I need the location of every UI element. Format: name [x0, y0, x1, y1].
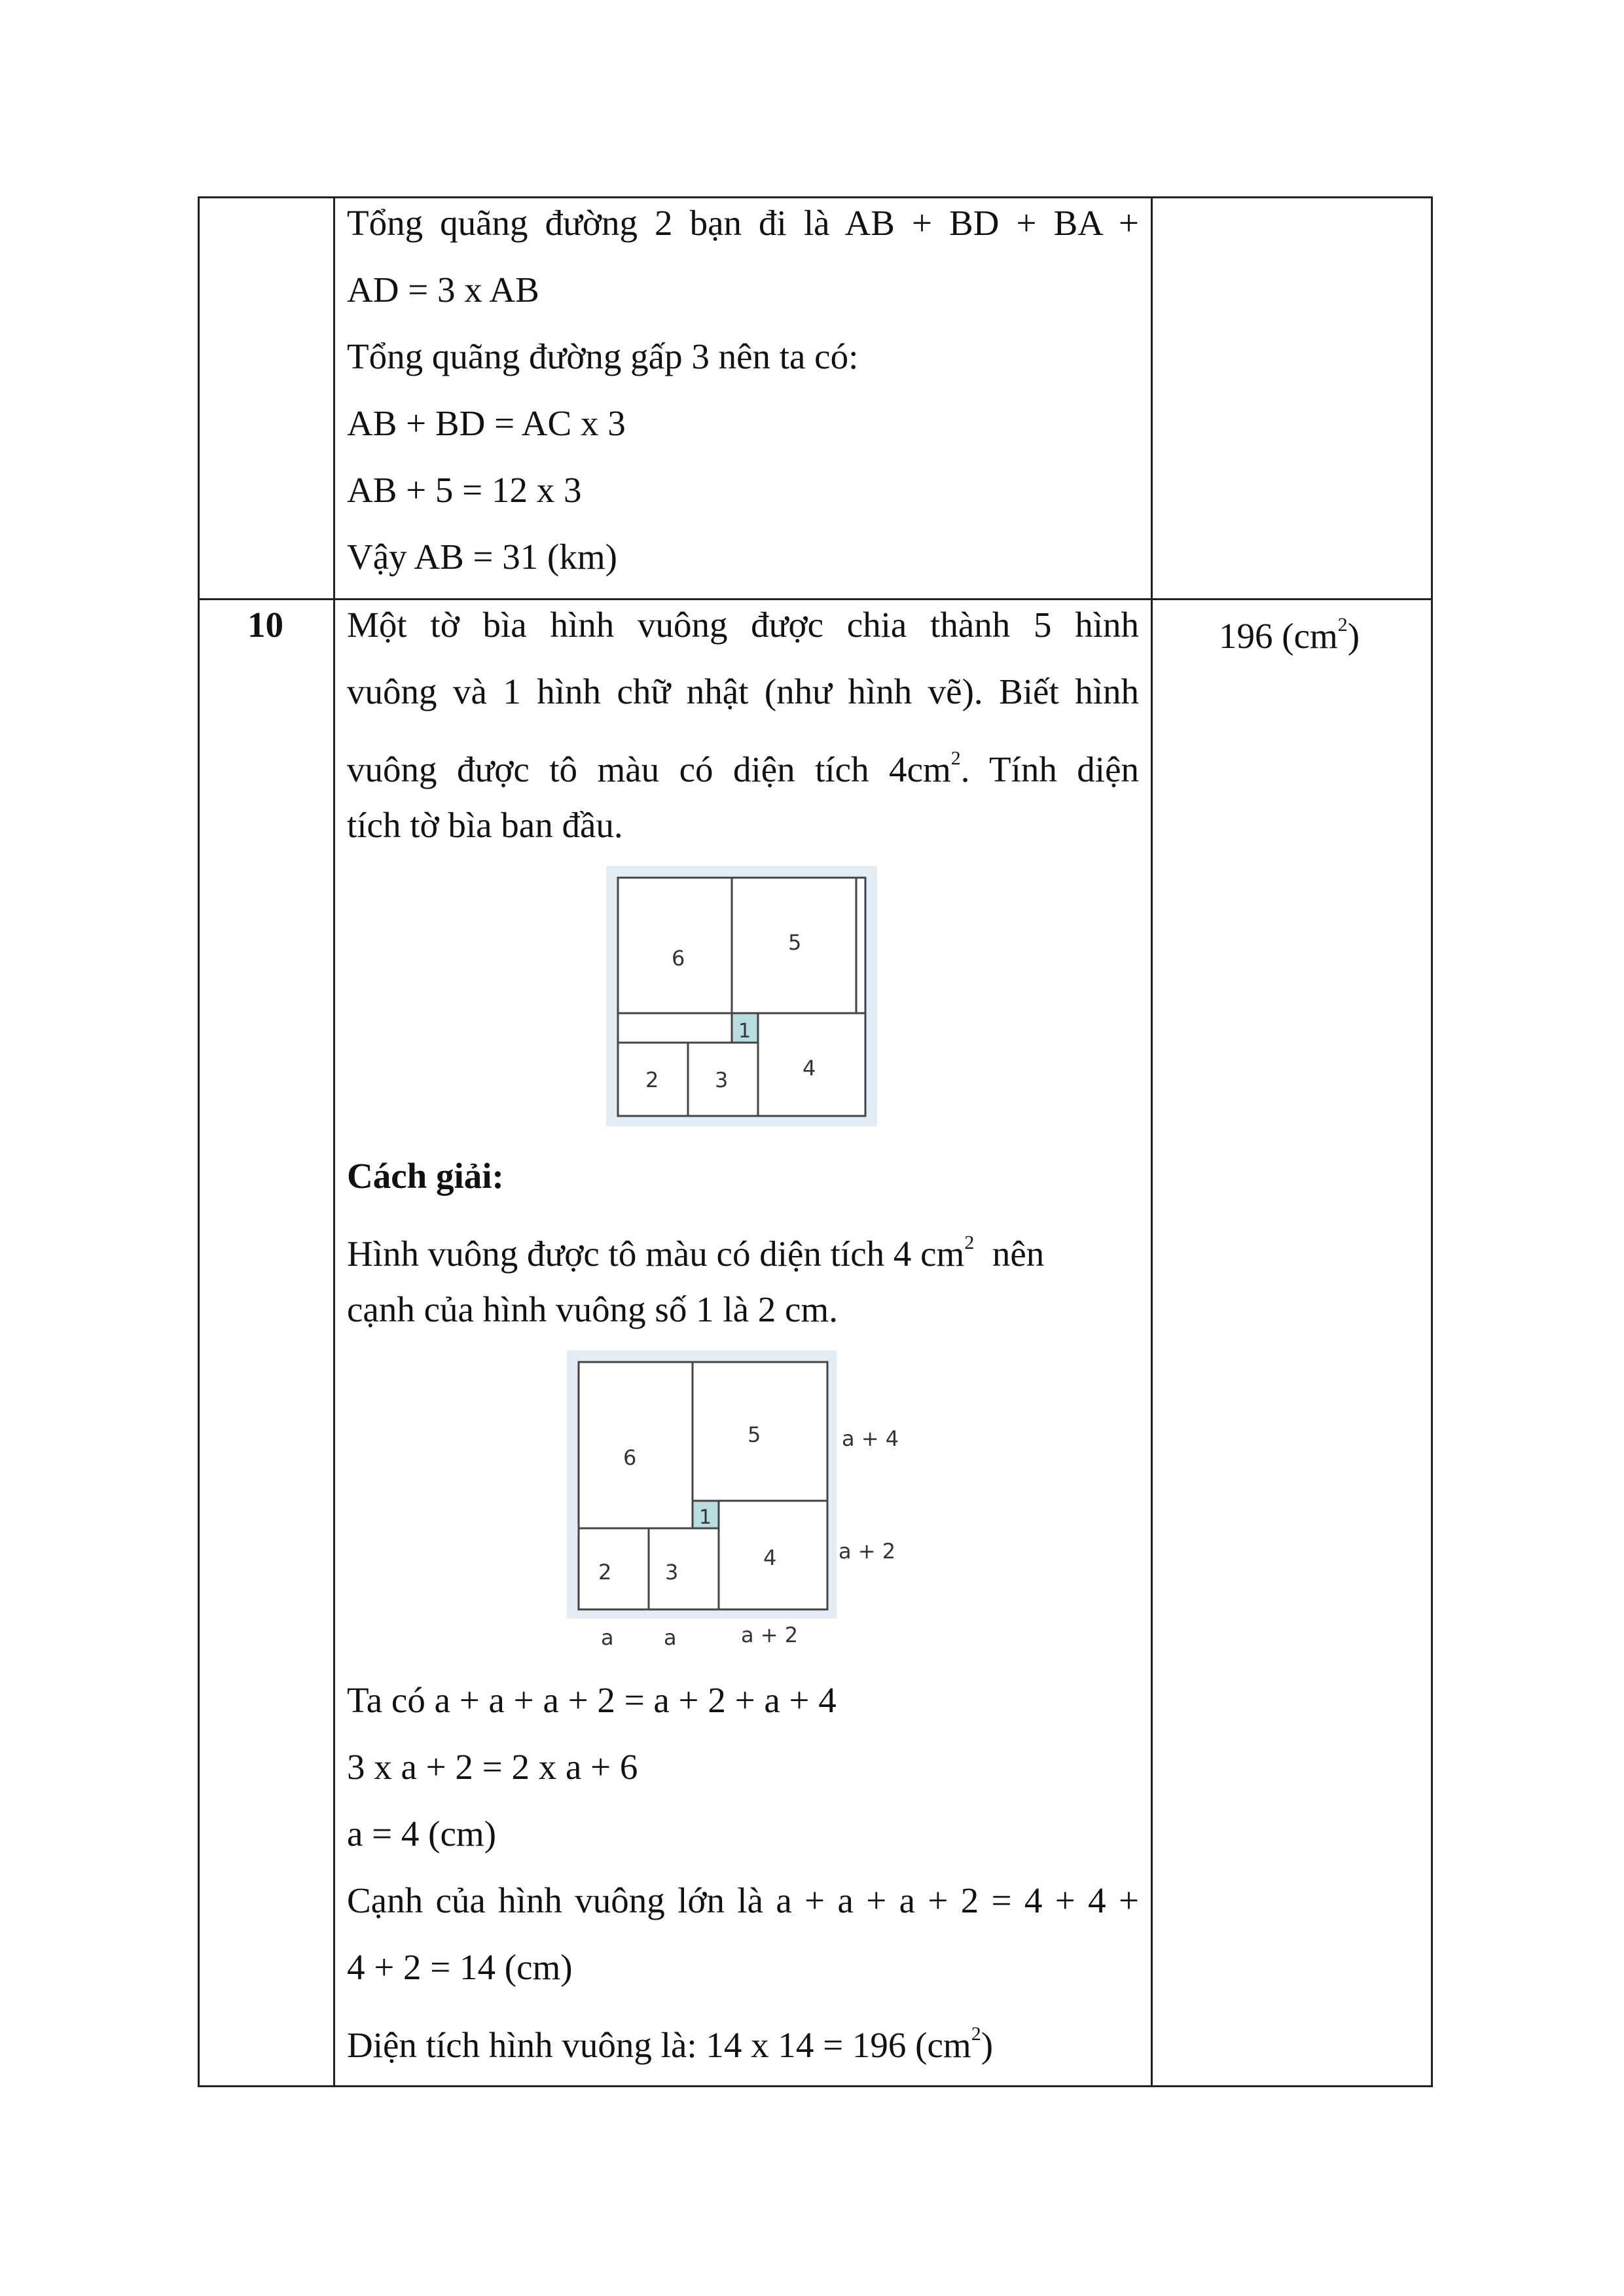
problem-line-3: vuông được tô màu có diện tích $4cm^2$. Tính diện — [347, 747, 1140, 789]
prev-row-answer-cell — [1151, 196, 1433, 600]
prev-line-3: Tổng quãng đường gấp 3 nên ta có: — [347, 336, 859, 376]
prev-line-1: Tổng quãng đường 2 bạn đi là AB + BD + BA + — [347, 203, 1139, 243]
fig2-bottom-a-plus-2: a + 2 — [741, 1623, 799, 1647]
prev-line-4: AB + BD = AC x 3 — [347, 403, 626, 443]
row10-number-cell — [198, 598, 335, 2087]
fig2-label-3: 3 — [665, 1560, 679, 1585]
step-1: Ta có a + a + a + 2 = a + 2 + a + 4 — [347, 1680, 837, 1720]
square-division-figure — [606, 866, 877, 1126]
problem-line-2: vuông và 1 hình chữ nhật (như hình vẽ). Biết hình — [347, 672, 1139, 711]
fig1-label-1: 1 — [738, 1020, 751, 1043]
row10-answer-cell — [1151, 598, 1433, 2087]
step-4: Cạnh của hình vuông lớn là a + a + a + 2 = 4 + 4 + — [347, 1880, 1139, 1920]
fig1-label-2: 2 — [645, 1067, 659, 1092]
final-line: Diện tích hình vuông là: 14 x 14 = 196 $(cm^2)$ — [347, 2023, 994, 2065]
step-3: a = 4 (cm) — [347, 1814, 497, 1854]
fig2-label-1: 1 — [699, 1506, 712, 1529]
fig2-bottom-a2: a — [664, 1625, 677, 1650]
fig2-bottom-a1: a — [601, 1625, 614, 1650]
solution-heading: Cách giải: — [347, 1156, 504, 1196]
fig2-side-mid: a + 2 — [839, 1539, 896, 1564]
labeled-square-figure — [567, 1350, 920, 1651]
row10-answer: 196 $(cm^2)$ — [1219, 614, 1360, 656]
prev-row-number-cell — [198, 196, 335, 600]
fig1-label-3: 3 — [715, 1067, 729, 1092]
fig1-label-5: 5 — [788, 930, 802, 955]
problem-line-1: Một tờ bìa hình vuông được chia thành 5 hình — [347, 605, 1139, 645]
solution-intro-1: Hình vuông được tô màu có diện tích 4 $cm^2$ nên — [347, 1232, 1045, 1274]
fig2-label-6: 6 — [623, 1445, 637, 1470]
fig1-label-6: 6 — [672, 946, 685, 971]
fig2-label-5: 5 — [748, 1422, 761, 1447]
row10-number: 10 — [247, 605, 283, 645]
fig2-label-2: 2 — [598, 1560, 612, 1585]
prev-line-2: AD = 3 x AB — [347, 270, 539, 310]
solution-intro-2: cạnh của hình vuông số 1 là 2 cm. — [347, 1289, 838, 1329]
step-5: 4 + 2 = 14 (cm) — [347, 1947, 573, 1987]
fig1-label-4: 4 — [803, 1056, 816, 1081]
fig2-side-top: a + 4 — [842, 1426, 899, 1451]
step-2: 3 x a + 2 = 2 x a + 6 — [347, 1747, 638, 1787]
problem-line-4: tích tờ bìa ban đầu. — [347, 805, 623, 845]
prev-line-5: AB + 5 = 12 x 3 — [347, 470, 582, 510]
fig2-label-4: 4 — [763, 1545, 777, 1570]
prev-line-6: Vậy AB = 31 (km) — [347, 537, 617, 577]
